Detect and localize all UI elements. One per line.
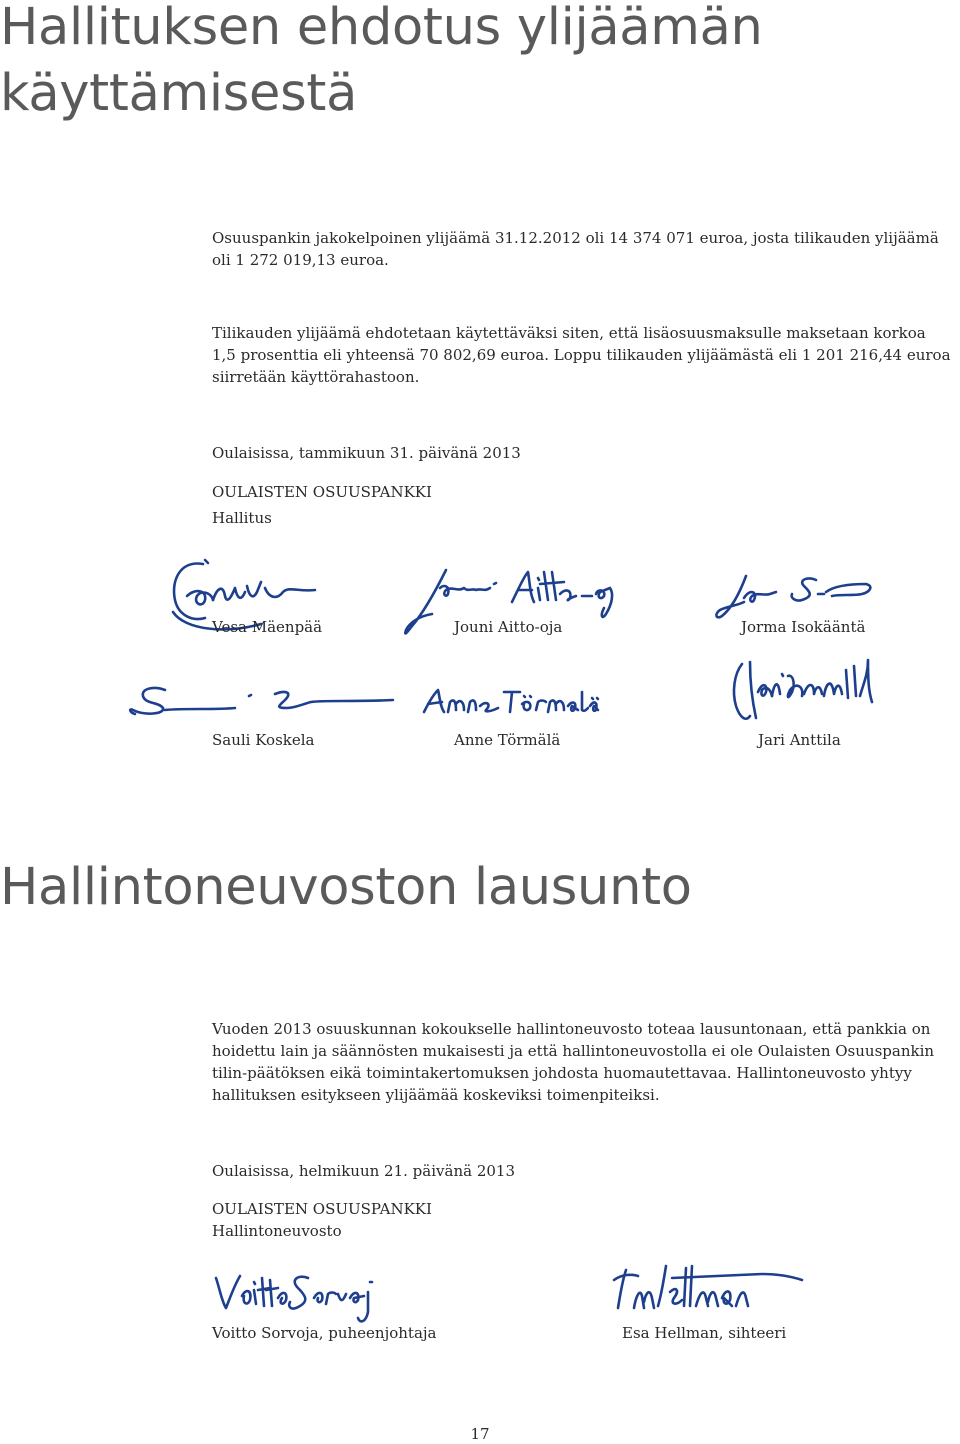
bank-name: OULAISTEN OSUUSPANKKI xyxy=(212,483,432,501)
place-date: Oulaisissa, helmikuun 21. päivänä 2013 xyxy=(212,1162,515,1180)
proposal-paragraph: Tilikauden ylijäämä ehdotetaan käytettäväksi siten, että lisäosuusmaksulle maksetaan korkoa 1,5 prosenttia eli yhteensä 70 802,69 euroa. Loppu tilikauden ylijäämästä eli 1 201 216,44 euroa siirretään käyttörahastoon. xyxy=(212,324,951,386)
section-title-line-2: käyttämisestä xyxy=(0,64,358,123)
signatory-name: Jorma Isokääntä xyxy=(741,618,866,636)
bank-name: OULAISTEN OSUUSPANKKI xyxy=(212,1200,432,1218)
place-date: Oulaisissa, tammikuun 31. päivänä 2013 xyxy=(212,444,521,462)
surplus-paragraph: Osuuspankin jakokelpoinen ylijäämä 31.12.2012 oli 14 374 071 euroa, josta tilikauden ylijäämä oli 1 272 019,13 euroa. xyxy=(212,229,939,269)
signatory-name: Sauli Koskela xyxy=(212,731,315,749)
governing-body: Hallintoneuvosto xyxy=(212,1222,342,1240)
signature-voitto-sorvoja xyxy=(212,1268,382,1328)
signatory-name: Jari Anttila xyxy=(758,731,841,749)
page-number: 17 xyxy=(470,1425,490,1443)
signature-sauli-koskela xyxy=(125,684,400,720)
signatory-name: Voitto Sorvoja, puheenjohtaja xyxy=(212,1324,437,1342)
governing-body: Hallitus xyxy=(212,509,272,527)
signatory-name: Anne Törmälä xyxy=(454,731,561,749)
signature-anne-tormala xyxy=(420,688,600,718)
signatory-name: Vesa Mäenpää xyxy=(212,618,323,636)
signatory-name: Esa Hellman, sihteeri xyxy=(622,1324,787,1342)
signature-jari-anttila xyxy=(728,656,876,726)
section-title-line-1: Hallituksen ehdotus ylijäämän xyxy=(0,0,763,57)
signature-esa-hellman xyxy=(612,1262,812,1318)
signatory-name: Jouni Aitto-oja xyxy=(454,618,563,636)
statement-paragraph: Vuoden 2013 osuuskunnan kokoukselle hallintoneuvosto toteaa lausuntonaan, että pankkia on hoidettu lain ja säännösten mukaisesti ja että hallintoneuvostolla ei ole Oulaisten Osuuspankin tilin-päätöksen eikä toimintakertomuksen johdosta huomautettavaa. Hallintoneuvosto yhtyy hallituksen esitykseen ylijäämää koskeviksi toimenpiteiksi. xyxy=(212,1020,935,1104)
section-title: Hallintoneuvoston lausunto xyxy=(0,858,692,917)
